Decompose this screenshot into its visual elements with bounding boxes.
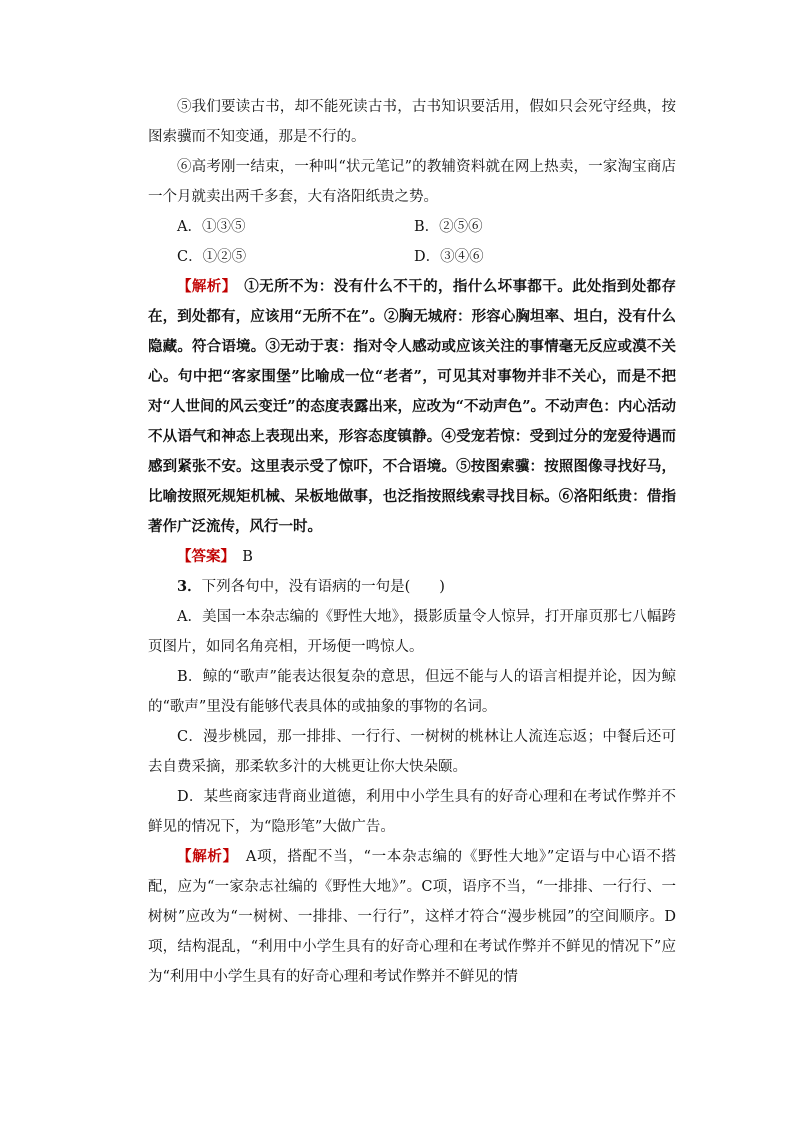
q3-analysis <box>148 842 676 992</box>
q2-analysis-label: 【解析】 <box>177 278 230 295</box>
q2-analysis-text: ①无所不为：没有什么不干的，指什么坏事都干。此处指到处都存在，到处都有，应该用“无所不在”。②胸无城府：形容心胸坦率、坦白，没有什么隐藏。符合语境。③无动于衷：指对令人感动或应该关注的事情毫无反应或漠不关心。句中把“客家围堡”比喻成一位“老者”，可见其对事物并非不关心，而是不把对“人世间的风云变迁”的态度表露出来，应改为“不动声色”。不动声色：内心活动不从语气和神态上表现出来，形容态度镇静。④受宠若惊：受到过分的宠爱待遇而感到紧张不安。这里表示受了惊吓，不合语境。⑤按图索骥：按照图像寻找好马，比喻按照死规矩机械、呆板地做事，也泛指按照线索寻找目标。⑥洛阳纸贵：借指著作广泛流传，风行一时。 <box>148 278 677 535</box>
q2-options-row-1 <box>177 212 676 242</box>
document-body <box>148 92 676 992</box>
q2-answer-label: 【答案】 <box>177 548 228 565</box>
q2-option-d: D．③④⑥ <box>414 249 484 265</box>
q2-option-a: A．①③⑤ <box>177 219 246 235</box>
q3-stem-text: 下列各句中，没有语病的一句是( ) <box>201 579 445 595</box>
q2-answer-value: B <box>242 549 253 565</box>
q2-analysis <box>148 272 676 542</box>
q2-options-row-2 <box>177 242 676 272</box>
q3-option-a: A．美国一本杂志编的《野性大地》，摄影质量令人惊异，打开扉页那七八幅跨页图片，如同名角亮相，开场便一鸣惊人。 <box>148 609 676 655</box>
q3-option-c: C．漫步桃园，那一排排、一行行、一树树的桃林让人流连忘返；中餐后还可去自费采摘，那柔软多汁的大桃更让你大快朵颐。 <box>148 729 676 775</box>
q3-number: 3． <box>177 578 202 595</box>
q3-option-b: B．鲸的“歌声”能表达很复杂的意思，但远不能与人的语言相提并论，因为鲸的“歌声”里没有能够代表具体的或抽象的事物的名词。 <box>148 669 676 715</box>
q2-answer <box>148 542 676 572</box>
q3-analysis-label: 【解析】 <box>177 848 231 865</box>
sentence-6: ⑥高考刚一结束，一种叫“状元笔记”的教辅资料就在网上热卖，一家淘宝商店一个月就卖出两千多套，大有洛阳纸贵之势。 <box>148 159 676 205</box>
q3-stem <box>148 572 676 602</box>
q3-option-d: D．某些商家违背商业道德，利用中小学生具有的好奇心理和在考试作弊并不鲜见的情况下，为“隐形笔”大做广告。 <box>148 789 676 835</box>
sentence-5: ⑤我们要读古书，却不能死读古书，古书知识要活用，假如只会死守经典，按图索骥而不知变通，那是不行的。 <box>148 99 676 145</box>
q2-option-c: C．①②⑤ <box>177 249 247 265</box>
q2-option-b: B．②⑤⑥ <box>414 219 483 235</box>
q3-analysis-text: A项，搭配不当，“一本杂志编的《野性大地》”定语与中心语不搭配，应为“一家杂志社编的《野性大地》”。C项，语序不当，“一排排、一行行、一树树”应改为“一树树、一排排、一行行”，这样才符合“漫步桃园”的空间顺序。D项，结构混乱，“利用中小学生具有的好奇心理和在考试作弊并不鲜见的情况下”应为“利用中小学生具有的好奇心理和考试作弊并不鲜见的情 <box>148 849 677 985</box>
